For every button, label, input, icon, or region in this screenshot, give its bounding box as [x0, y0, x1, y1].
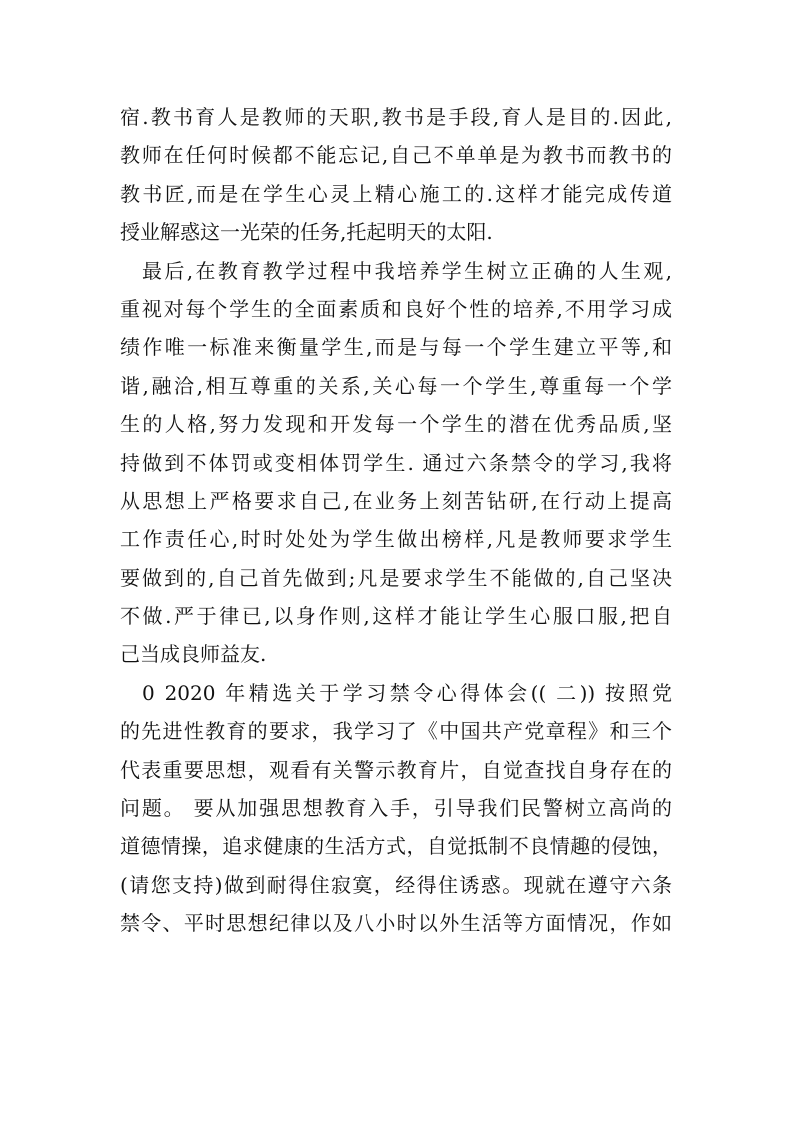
text-line: 己当成良师益友.: [120, 642, 267, 667]
text-line: 道德情操，追求健康的生活方式，自觉抵制不良情趣的侵蚀，: [120, 834, 672, 859]
text-line: 的先进性教育的要求，我学习了《中国共产党章程》和三个: [120, 719, 672, 744]
text-line: 禁令、平时思想纪律以及八小时以外生活等方面情况，作如: [120, 911, 672, 936]
text-line: 从思想上严格要求自己,在业务上刻苦钻研,在行动上提高: [120, 488, 672, 513]
text-line: 工作责任心,时时处处为学生做出榜样,凡是教师要求学生: [120, 527, 672, 552]
text-line: 持做到不体罚或变相体罚学生. 通过六条禁令的学习,我将: [120, 450, 672, 475]
text-line: 不做.严于律已,以身作则,这样才能让学生心服口服,把自: [120, 604, 672, 629]
text-line: 生的人格,努力发现和开发每一个学生的潜在优秀品质,坚: [120, 412, 672, 437]
text-line: 重视对每个学生的全面素质和良好个性的培养,不用学习成: [120, 296, 672, 321]
text-line: 教书匠,而是在学生心灵上精心施工的.这样才能完成传道: [120, 181, 672, 206]
text-line: 代表重要思想，观看有关警示教育片，自觉查找自身存在的: [120, 757, 672, 782]
text-line: 授业解惑这一光荣的任务,托起明天的太阳.: [120, 220, 493, 245]
document-page: [120, 98, 672, 943]
text-line: 宿.教书育人是教师的天职,教书是手段,育人是目的.因此,: [120, 105, 672, 129]
text-line: 谐,融洽,相互尊重的关系,关心每一个学生,尊重每一个学: [120, 373, 672, 398]
text-line: 问题。 要从加强思想教育入手，引导我们民警树立高尚的: [120, 796, 672, 821]
paragraph-start-line: 最后,在教育教学过程中我培养学生树立正确的人生观,: [142, 258, 672, 283]
text-line: (请您支持)做到耐得住寂寞，经得住诱惑。现就在遵守六条: [120, 872, 672, 897]
text-line: 要做到的,自己首先做到;凡是要求学生不能做的,自己坚决: [120, 565, 672, 590]
text-line: 绩作唯一标准来衡量学生,而是与每一个学生建立平等,和: [120, 335, 672, 360]
paragraph-start-line: 0 2020 年精选关于学习禁令心得体会(( 二)) 按照党: [142, 680, 672, 705]
text-line: 教师在任何时候都不能忘记,自己不单单是为教书而教书的: [120, 143, 672, 168]
